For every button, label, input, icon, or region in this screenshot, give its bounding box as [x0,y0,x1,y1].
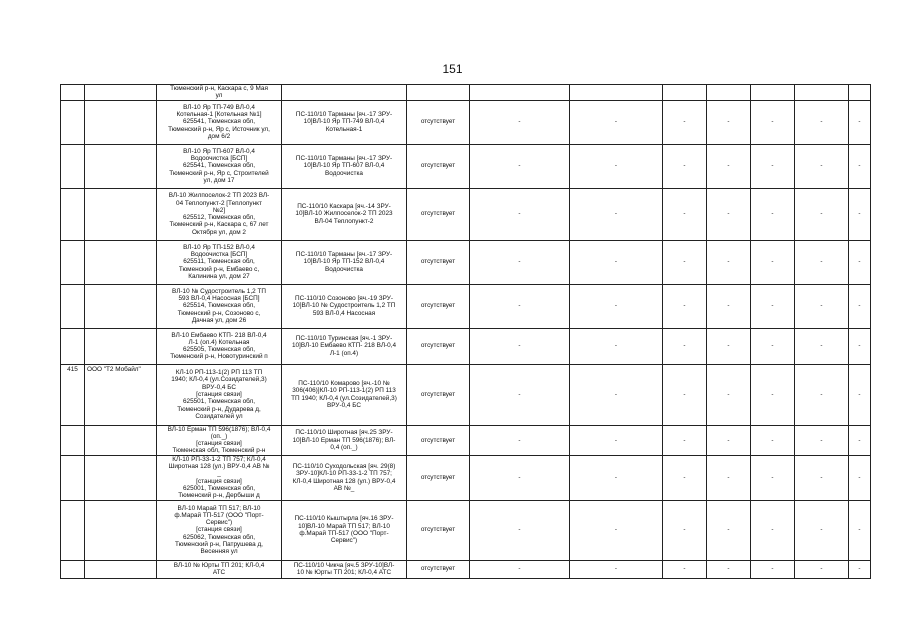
value-cell: - [663,188,707,240]
table-row [61,328,871,364]
value-cell: - [470,144,570,188]
cell-line: Тюменский р-н, Патрушева д, [175,541,263,548]
value-cell: - [751,455,795,500]
cell-line: №2] [212,206,226,214]
cell-line: Тюменский р-н, Каскара с, 9 Мая [170,85,268,92]
value-cell: - [795,328,849,364]
status-cell [407,100,470,144]
cell-line: АВ №_ [333,484,355,492]
organization-cell [85,560,157,578]
cell-line: 10]ВЛ-10 Жилпоселок-2 ТП 2023 [295,210,393,218]
row-number-cell [61,500,85,560]
cell-line: Тюменский р-н, Дербыши д [178,492,260,500]
row-number-cell [61,100,85,144]
page-number: 151 [442,62,463,76]
cell-line: Тюменский р-н, Яр с, Строителей [169,169,269,177]
cell-text: отсутствует [420,342,456,350]
table-row [61,240,871,284]
row-number-cell [61,455,85,500]
value-cell: - [751,425,795,455]
value-cell [570,85,663,101]
row-number-cell [61,144,85,188]
object-cell [157,100,282,144]
cell-line: ВЛ-10 Ерман ТП 596(1876); ВЛ-0,4 [167,425,271,433]
value-cell: - [849,500,871,560]
value-cell: - [470,425,570,455]
row-number-cell [61,560,85,578]
power-source-cell [282,284,407,328]
status-cell [407,85,470,101]
cell-line: 306(406)]КЛ-10 РП-113-1(2) РП 113 [292,387,396,395]
cell-line: КЛ-0,4 Широтная 128 (ул.) ВРУ-0,4 [292,477,396,485]
cell-line: Широтная 128 (ул.) ВРУ-0,4 АВ № [168,463,270,471]
cell-line: ПС-110/10 Тарманы [яч.-17 ЗРУ- [295,251,393,259]
value-cell: - [707,560,751,578]
organization-cell [85,500,157,560]
cell-line: ул [215,92,223,100]
cell-line: 625514, Тюменская обл, [182,302,256,310]
cell-line: КЛ-10 РП-113-1(2) РП 113 ТП [175,369,263,377]
cell-line: ТП 1940; КЛ-0,4 (ул.Созидателей,3) [291,394,397,402]
cell-line: Тюменский р-н, Яр с, Источник ул, [168,125,270,133]
cell-line: 10]ВЛ-10 Яр ТП-607 ВЛ-0,4 [303,162,385,170]
value-cell: - [751,328,795,364]
cell-line: ВЛ-10 Марай ТП 517; ВЛ-10 [177,504,261,512]
value-cell: - [751,284,795,328]
cell-line: ВРУ-0,4 БС [327,401,361,409]
cell-text: отсутствует [420,162,456,170]
value-cell: - [707,425,751,455]
cell-line: Тюменский р-н, Ембаево с, [178,265,260,273]
object-cell [157,455,282,500]
value-cell: - [707,364,751,425]
cell-line: (оп._) [210,432,228,440]
cell-line: 10]ВЛ-10 Марай ТП 517; ВЛ-10 [298,522,390,530]
organization-cell [85,425,157,455]
cell-line: Тюменский р-н, Новотуринский п [170,353,268,361]
value-cell [795,85,849,101]
cell-line: ПС-110/10 Тарманы [яч.-17 ЗРУ- [295,155,393,163]
cell-text: отсутствует [420,565,456,573]
cell-text: 415 [67,365,78,373]
table-row [61,364,871,425]
value-cell: - [849,240,871,284]
cell-line: ПС-110/10 Кыштырла [яч.16 ЗРУ- [294,515,394,523]
value-cell: - [663,144,707,188]
organization-cell [85,85,157,101]
cell-line: Водоочистка [325,265,363,273]
cell-line: 10]ВЛ-10 № Судостроитель 1,2 ТП [292,302,396,310]
cell-line: [станция связи] [196,477,242,485]
value-cell: - [470,188,570,240]
organization-cell [85,455,157,500]
value-cell: - [663,240,707,284]
cell-line: ПС-110/10 Созоново [яч.-19 ЗРУ- [295,295,393,303]
value-cell: - [849,144,871,188]
value-cell: - [751,188,795,240]
cell-text: отсутствует [420,210,456,218]
value-cell: - [570,328,663,364]
cell-line: 625511, Тюменская обл, [183,258,255,266]
cell-text: отсутствует [420,118,456,126]
object-cell [157,560,282,578]
cell-line: Водоочистка [БСП] [190,251,248,259]
row-number-cell [61,240,85,284]
cell-line: ПС-110/10 Комарово [яч.-10 № [298,380,390,387]
value-cell: - [570,144,663,188]
object-cell [157,328,282,364]
cell-line: 10]ВЛ-10 Яр ТП-749 ВЛ-0,4 [303,118,385,126]
status-cell [407,328,470,364]
cell-line: ВЛ-04 Теплопункт-2 [314,217,374,225]
cell-line: 593 ВЛ-0,4 Насосная [312,309,376,317]
value-cell: - [795,425,849,455]
value-cell: - [470,364,570,425]
cell-line: Октября ул, дом 2 [192,228,246,236]
value-cell: - [570,240,663,284]
table-row [61,85,871,101]
cell-line: Л-1 (оп.4) [329,349,359,357]
value-cell: - [795,188,849,240]
status-cell [407,240,470,284]
organization-cell [85,240,157,284]
cell-line: _ [217,470,221,478]
cell-line: Водоочистка [БСП] [190,155,248,163]
power-source-cell [282,328,407,364]
cell-line: 625505, Тюменская обл, [182,346,256,354]
table-row [61,188,871,240]
value-cell: - [570,284,663,328]
value-cell [849,85,871,101]
value-cell: - [570,188,663,240]
register-table [60,84,871,579]
cell-line: 10]ВЛ-10 Яр ТП-152 ВЛ-0,4 [303,258,385,266]
value-cell: - [663,328,707,364]
value-cell: - [663,500,707,560]
row-number-cell [61,364,85,425]
organization-cell [85,100,157,144]
value-cell: - [663,455,707,500]
row-number-cell [61,284,85,328]
cell-line: Созидателей ул [195,412,243,420]
cell-line: Калинина ул, дом 27 [188,273,250,281]
cell-line: 10 № Юрты ТП 201; КЛ-0,4 АТС [296,569,392,577]
cell-line: ПС-110/10 Туринская [яч.-1 ЗРУ- [295,335,393,343]
value-cell: - [849,364,871,425]
object-cell [157,144,282,188]
object-cell [157,364,282,425]
cell-line: 625062, Тюменская обл, [182,533,256,541]
cell-line: Тюменский р-н, Созоново с, [177,309,261,317]
cell-line: 625001, Тюменская обл, [182,484,256,492]
power-source-cell [282,100,407,144]
cell-line: Весенняя ул [200,548,238,556]
value-cell: - [707,188,751,240]
status-cell [407,188,470,240]
cell-text: отсутствует [420,258,456,266]
object-cell [157,188,282,240]
power-source-cell [282,85,407,101]
value-cell: - [707,328,751,364]
power-source-cell [282,240,407,284]
power-source-cell [282,188,407,240]
value-cell: - [470,240,570,284]
organization-cell [85,284,157,328]
table-row [61,560,871,578]
value-cell: - [849,100,871,144]
power-source-cell [282,455,407,500]
power-source-cell [282,560,407,578]
value-cell: - [663,284,707,328]
table-row [61,425,871,455]
table-row [61,500,871,560]
value-cell: - [570,425,663,455]
value-cell: - [849,560,871,578]
status-cell [407,364,470,425]
value-cell: - [751,500,795,560]
cell-line: 10]ВЛ-10 Ембаево КТП- 218 ВЛ-0,4 [291,342,397,350]
value-cell: - [795,455,849,500]
value-cell: - [795,284,849,328]
value-cell: - [751,100,795,144]
value-cell: - [570,100,663,144]
cell-line: Л-1 (оп.4) Котельная [188,338,250,346]
value-cell: - [570,500,663,560]
cell-text: ООО "Т2 Мобайл" [87,365,141,373]
cell-line: 593 ВЛ-0,4 Насосная [БСП] [178,295,260,303]
object-cell [157,240,282,284]
value-cell: - [707,144,751,188]
cell-line: ПС-110/10 Чикча [яч.5 ЗРУ-10]ВЛ- [293,561,395,569]
status-cell [407,500,470,560]
cell-line: 625541, Тюменская обл, [182,162,256,170]
cell-line: ВЛ-10 № Судостроитель 1,2 ТП [172,287,266,295]
value-cell: - [795,100,849,144]
value-cell [751,85,795,101]
value-cell: - [795,240,849,284]
cell-line: ул, дом 17 [203,177,235,185]
value-cell: - [663,425,707,455]
organization-cell [85,188,157,240]
table-row [61,100,871,144]
value-cell: - [707,455,751,500]
cell-text: отсутствует [420,390,456,398]
cell-line: дом 6/2 [207,133,231,141]
value-cell: - [707,500,751,560]
value-cell [707,85,751,101]
cell-text: отсутствует [420,526,456,534]
value-cell: - [795,500,849,560]
value-cell: - [470,455,570,500]
value-cell [663,85,707,101]
value-cell: - [751,364,795,425]
value-cell: - [751,560,795,578]
value-cell: - [470,328,570,364]
status-cell [407,455,470,500]
value-cell: - [795,364,849,425]
cell-line: Сервис") [205,519,233,527]
value-cell [470,85,570,101]
object-cell [157,500,282,560]
cell-text: отсутствует [420,474,456,482]
cell-line: ВЛ-10 Жилпоселок-2 ТП 2023 ВЛ- [168,192,270,200]
table-row [61,455,871,500]
cell-line: ф.Марай ТП-517 (ООО "Порт- [299,530,389,538]
cell-line: Тюменская обл, Тюменский р-н [172,447,266,455]
cell-line: Котельная-1 [Котельная №1] [176,111,262,119]
cell-line: 0,4 (оп._) [330,443,358,451]
value-cell: - [795,144,849,188]
cell-line: ВЛ-10 Яр ТП-749 ВЛ-0,4 [183,103,255,111]
power-source-cell [282,425,407,455]
cell-line: ПС-110/10 Суходольская [яч. 29(8) [292,463,396,471]
object-cell [157,85,282,101]
table-row [61,144,871,188]
cell-line: ВЛ-10 Яр ТП-152 ВЛ-0,4 [183,243,255,251]
table-row [61,284,871,328]
value-cell: - [707,284,751,328]
value-cell: - [470,100,570,144]
value-cell: - [470,560,570,578]
value-cell: - [707,100,751,144]
power-source-cell [282,364,407,425]
cell-line: 625541, Тюменская обл, [182,118,256,126]
cell-line: ПС-110/10 Каскара [яч.-14 ЗРУ- [297,203,391,211]
value-cell: - [570,364,663,425]
cell-line: ПС-110/10 Тарманы [яч.-17 ЗРУ- [295,111,393,119]
row-number-cell [61,188,85,240]
cell-line: ЗРУ-10]КЛ-10 РП-33-1-2 ТП 757; [296,470,392,478]
value-cell: - [849,328,871,364]
cell-line: Сервис") [330,537,358,545]
cell-line: 625501, Тюменская обл, [182,398,256,406]
cell-line: Водоочистка [325,169,363,177]
object-cell [157,425,282,455]
cell-line: ВЛ-10 Яр ТП-607 ВЛ-0,4 [183,147,255,155]
value-cell: - [849,284,871,328]
cell-line: ВЛ-10 № Юрты ТП 201; КЛ-0,4 [173,561,265,569]
cell-text: отсутствует [420,302,456,310]
value-cell: - [470,500,570,560]
value-cell: - [663,100,707,144]
value-cell: - [663,560,707,578]
cell-line: ф.Марай ТП-517 (ООО "Порт- [174,511,264,519]
value-cell: - [849,455,871,500]
cell-line: [станция связи] [196,390,242,398]
cell-line: ВРУ-0,4 БС [202,383,236,391]
organization-cell [85,144,157,188]
cell-line: Дачная ул, дом 26 [191,317,247,325]
status-cell [407,284,470,328]
value-cell: - [751,240,795,284]
row-number-cell [61,85,85,101]
cell-line: КЛ-10 РП-33-1-2 ТП 757; КЛ-0,4 [172,455,266,463]
value-cell: - [849,425,871,455]
status-cell [407,425,470,455]
cell-line: 10]ВЛ-10 Ерман ТП 596(1876); ВЛ- [292,436,396,444]
value-cell: - [849,188,871,240]
cell-line: [станция связи] [196,440,242,448]
value-cell: - [570,560,663,578]
table-body [61,85,871,579]
object-cell [157,284,282,328]
cell-line: 625512, Тюменская обл, [182,214,256,222]
value-cell: - [795,560,849,578]
status-cell [407,144,470,188]
value-cell: - [470,284,570,328]
cell-line: [станция связи] [196,526,242,534]
power-source-cell [282,144,407,188]
cell-line: 04 Теплопункт-2 [Теплопункт [176,199,262,207]
cell-line: Тюменский р-н, Каскара с, 67 лет [169,221,269,229]
value-cell: - [707,240,751,284]
row-number-cell [61,425,85,455]
value-cell: - [751,144,795,188]
organization-cell [85,364,157,425]
cell-text: отсутствует [420,436,456,444]
cell-line: Котельная-1 [325,125,363,133]
cell-line: Тюменский р-н, Дударева д, [177,405,261,413]
value-cell: - [570,455,663,500]
cell-line: ВЛ-10 Ембаево КТП- 218 ВЛ-0,4 [171,331,267,339]
organization-cell [85,328,157,364]
cell-line: АТС [212,569,226,577]
cell-line: ПС-110/10 Широтная [яч.25 ЗРУ- [295,429,393,437]
value-cell: - [663,364,707,425]
row-number-cell [61,328,85,364]
power-source-cell [282,500,407,560]
status-cell [407,560,470,578]
cell-line: 1940; КЛ-0,4 (ул.Созидателей,3) [171,376,267,384]
